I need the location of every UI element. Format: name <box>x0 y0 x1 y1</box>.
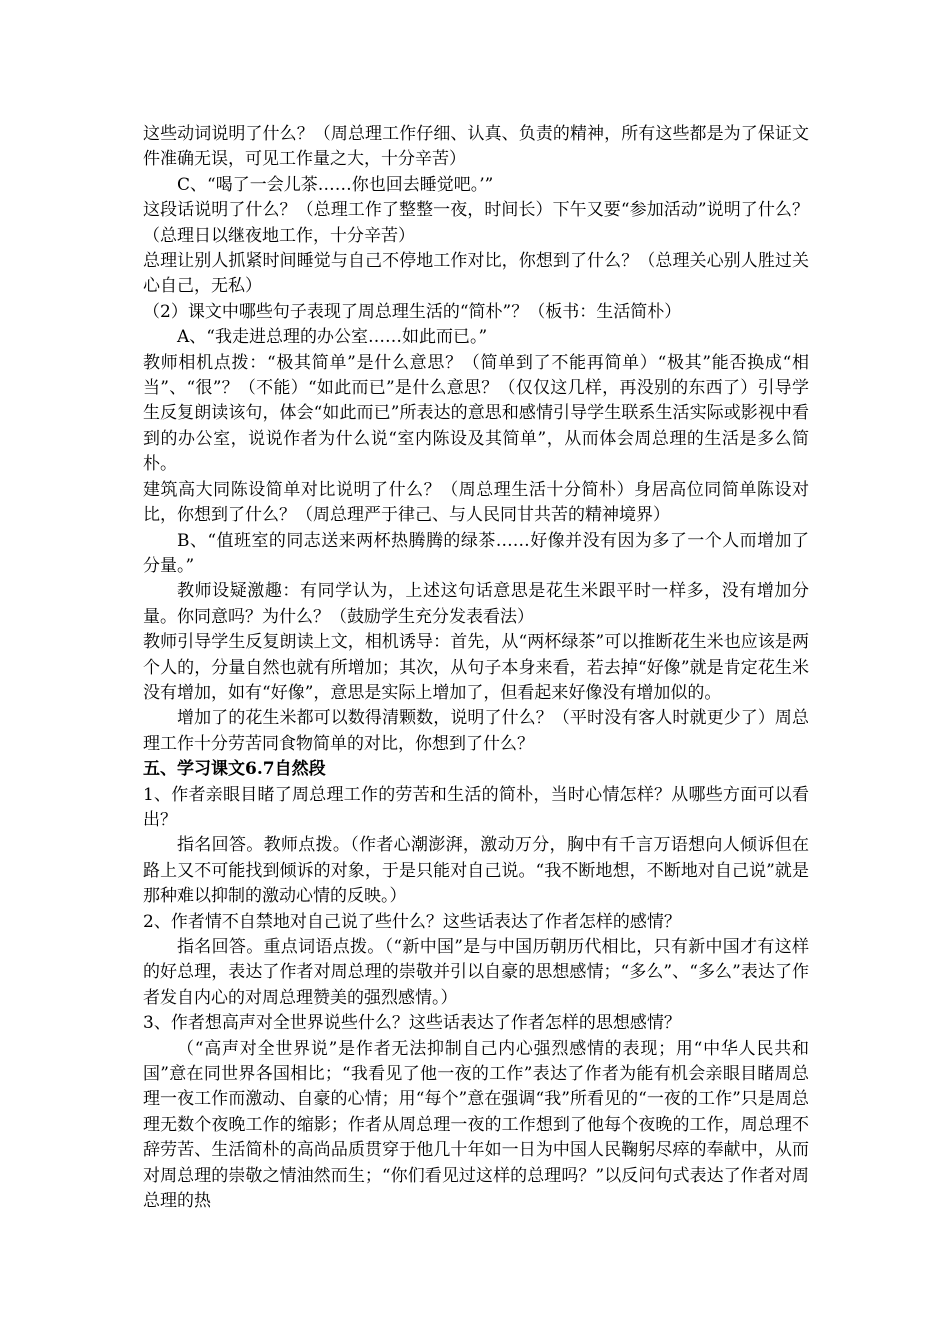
paragraph: A、“我走进总理的办公室……如此而已。” <box>177 327 488 348</box>
paragraph: 建筑高大同陈设简单对比说明了什么？（周总理生活十分简朴）身居高位同简单陈设对比，你想到了什么？（周总理严于律己、与人民同甘共苦的精神境界） <box>143 479 809 526</box>
paragraph: 总理让别人抓紧时间睡觉与自己不停地工作对比，你想到了什么？（总理关心别人胜过关心自己，无私） <box>143 251 809 297</box>
paragraph: 2、作者情不自禁地对自己说了些什么？这些话表达了作者怎样的感情？ <box>143 911 681 932</box>
paragraph: 这段话说明了什么？（总理工作了整整一夜，时间长）下午又要“参加活动”说明了什么？（总理日以继夜地工作，十分辛苦） <box>143 200 809 246</box>
paragraph: （2）课文中哪些句子表现了周总理生活的“简朴”？（板书：生活简朴） <box>143 301 682 322</box>
paragraph: 这些动词说明了什么？（周总理工作仔细、认真、负责的精神，所有这些都是为了保证文件准确无误，可见工作量之大，十分辛苦） <box>143 124 809 170</box>
paragraph: 教师相机点拨：“极其简单”是什么意思？（简单到了不能再简单）“极其”能否换成“相当”、“很”？（不能）“如此而已”是什么意思？（仅仅这几样，再没别的东西了）引导学生反复朗读该句，体会“如此而已”所表达的意思和感情引导学生联系生活实际或影视中看到的办公室，说说作者为什么说“室内陈设及其简单”，从而体会周总理的生活是多么简朴。 <box>143 352 809 475</box>
paragraph: B、“值班室的同志送来两杯热腾腾的绿茶……好像并没有因为多了一个人而增加了分量。” <box>143 530 809 576</box>
section-heading: 五、学习课文6.7自然段 <box>143 759 326 780</box>
paragraph: 增加了的花生米都可以数得清颗数，说明了什么？（平时没有客人时就更少了）周总理工作十分劳苦同食物简单的对比，你想到了什么？ <box>143 708 809 754</box>
paragraph: 指名回答。重点词语点拨。（“新中国”是与中国历朝历代相比，只有新中国才有这样的好总理，表达了作者对周总理的崇敬并引以自豪的思想感情；“多么”、“多么”表达了作者发自内心的对周总理赞美的强烈感情。） <box>143 937 809 1008</box>
paragraph: 1、作者亲眼目睹了周总理工作的劳苦和生活的简朴，当时心情怎样？从哪些方面可以看出？ <box>143 784 809 830</box>
paragraph: 3、作者想高声对全世界说些什么？这些话表达了作者怎样的思想感情？ <box>143 1013 681 1034</box>
paragraph: （“高声对全世界说”是作者无法抑制自己内心强烈感情的表现；用“中华人民共和国”意在同世界各国相比；“我看见了他一夜的工作”表达了作者为能有机会亲眼目睹周总理一夜工作而激动、自豪的心情；用“每个”意在强调“我”所看见的“一夜的工作”只是周总理无数个夜晚工作的缩影；作者从周总理一夜的工作想到了他每个夜晚的工作，周总理不辞劳苦、生活简朴的高尚品质贯穿于他几十年如一日为中国人民鞠躬尽瘁的奉献中，从而对周总理的崇敬之情油然而生；“你们看见过这样的总理吗？”以反问句式表达了作者对周总理的热 <box>143 1038 809 1212</box>
paragraph: C、“喝了一会儿茶……你也回去睡觉吧。’” <box>177 174 494 195</box>
paragraph: 指名回答。教师点拨。（作者心潮澎湃，激动万分，胸中有千言万语想向人倾诉但在路上又不可能找到倾诉的对象，于是只能对自己说。“我不断地想，不断地对自己说”就是那种难以抑制的激动心情的反映。） <box>143 835 809 907</box>
paragraph: 教师设疑激趣：有同学认为，上述这句话意思是花生米跟平时一样多，没有增加分量。你同意吗？为什么？（鼓励学生充分发表看法） <box>143 581 809 627</box>
document-page <box>143 122 809 1214</box>
paragraph: 教师引导学生反复朗读上文，相机诱导：首先，从“两杯绿茶”可以推断花生米也应该是两个人的，分量自然也就有所增加；其次，从句子本身来看，若去掉“好像”就是肯定花生米没有增加，如有“好像”，意思是实际上增加了，但看起来好像没有增加似的。 <box>143 632 809 703</box>
